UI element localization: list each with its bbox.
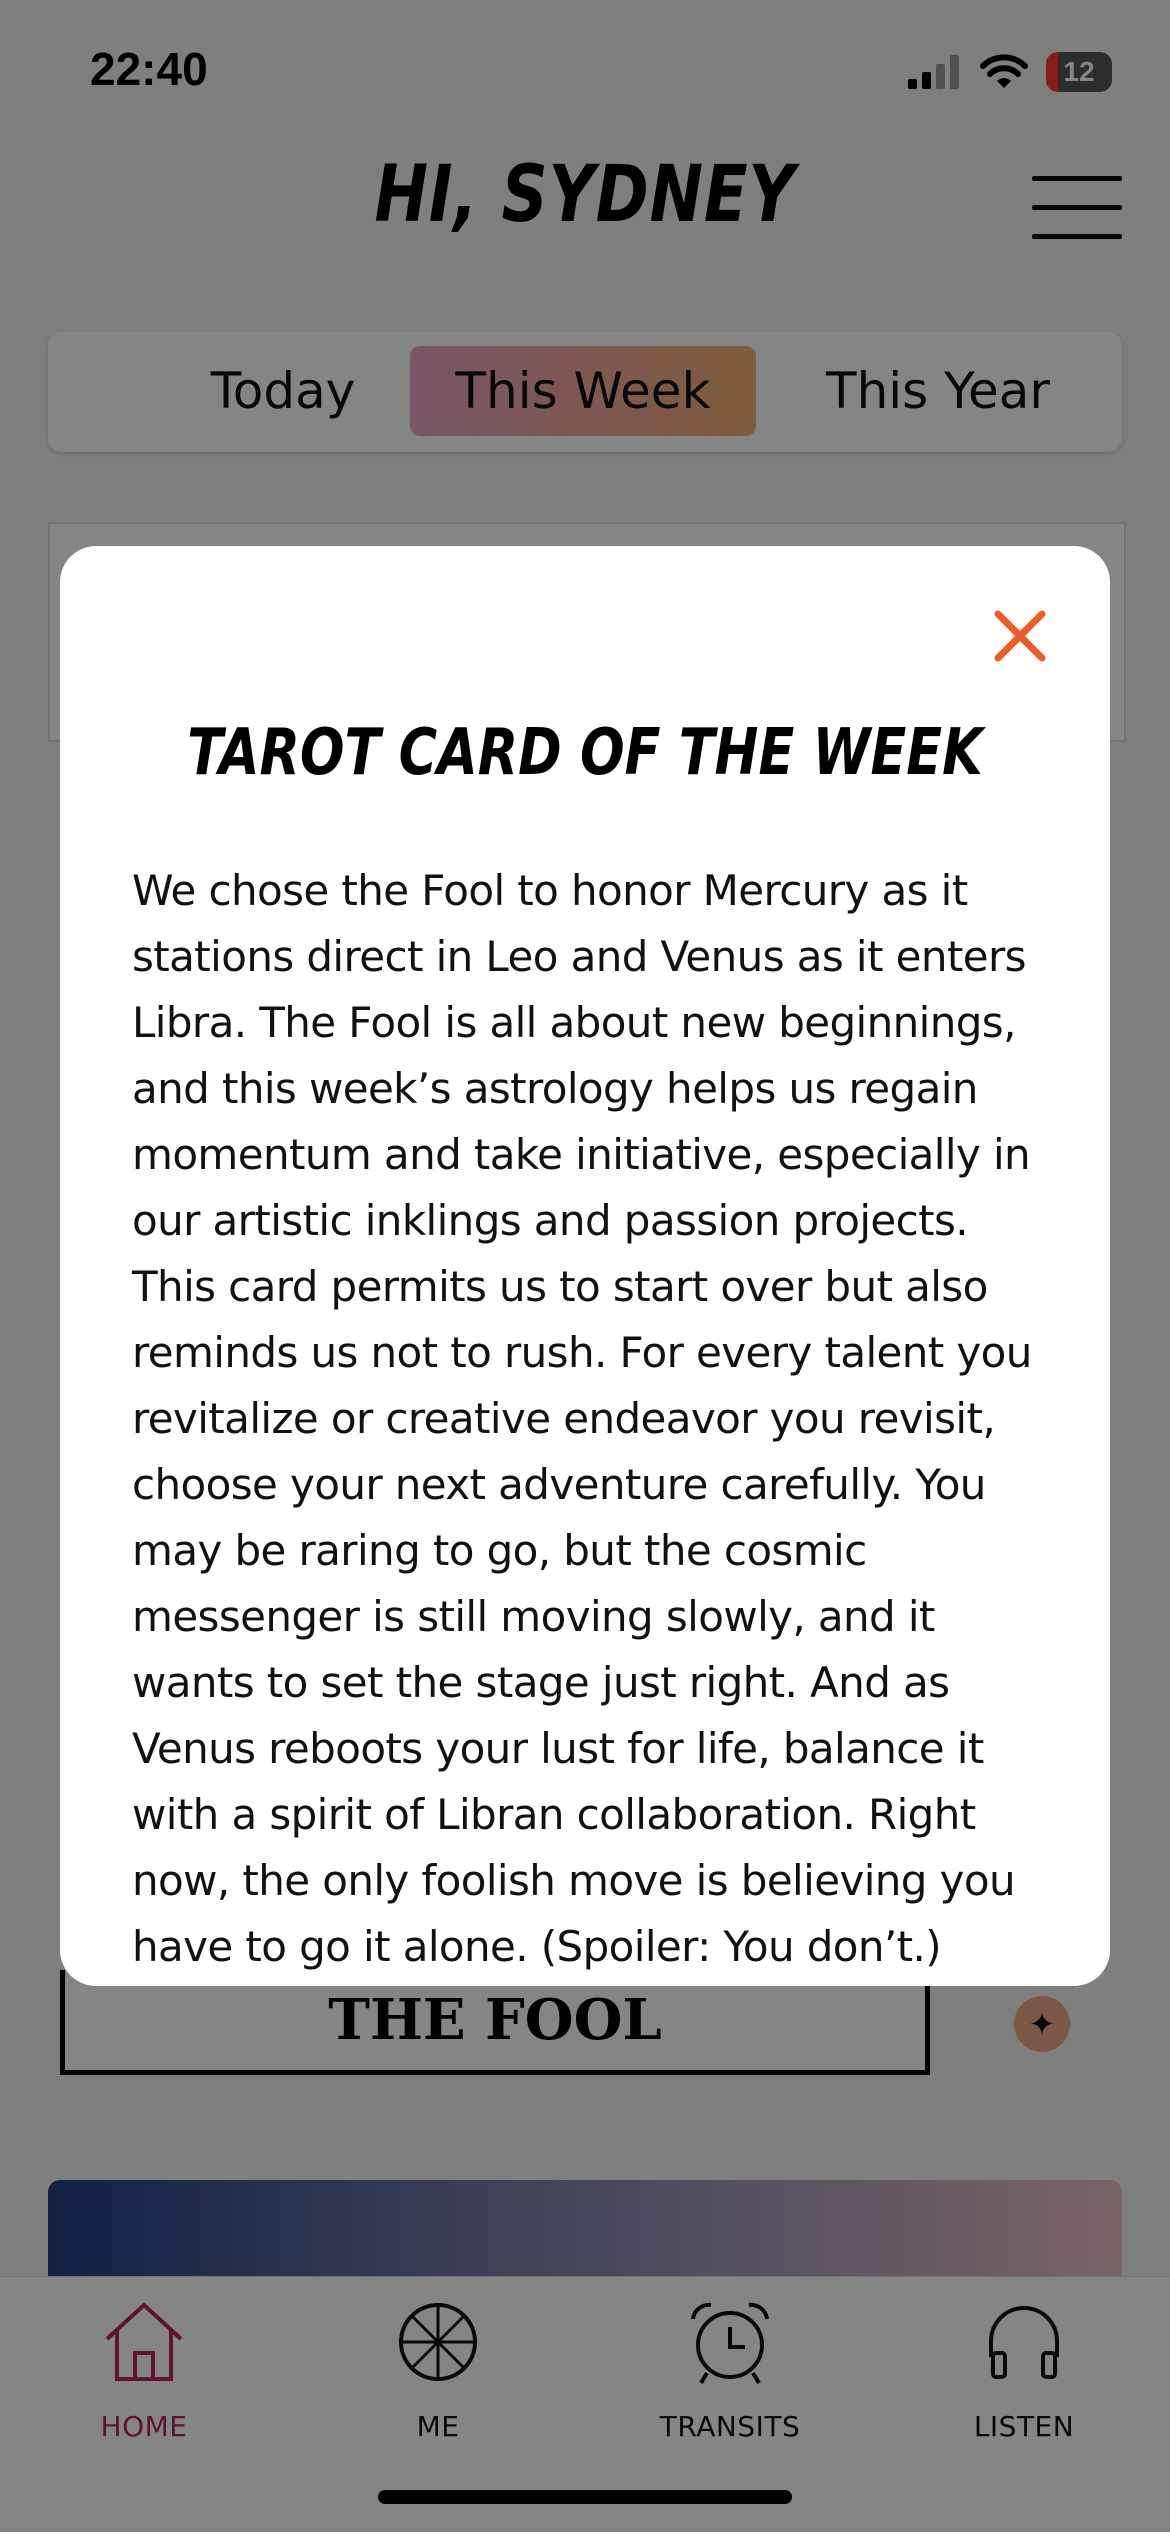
segment-this-year[interactable]: This Year (826, 362, 1050, 420)
status-time: 22:40 (90, 43, 208, 95)
sparkle-icon[interactable]: ✦ (1014, 1996, 1070, 2052)
modal-title: TAROT CARD OF THE WEEK (187, 716, 983, 790)
greeting-title: HI, SYDNEY (374, 150, 796, 240)
tab-listen-label: LISTEN (973, 2410, 1075, 2443)
tab-transits-label: TRANSITS (659, 2410, 801, 2443)
tarot-modal (60, 546, 1110, 1986)
tarot-card-name[interactable]: THE FOOL (60, 1970, 930, 2075)
battery-level: 12 (1063, 56, 1095, 87)
tab-me-label: ME (416, 2410, 460, 2443)
modal-body-text: We chose the Fool to honor Mercury as it stations direct in Leo and Venus as it enters Libra. The Fool is all about new beginnings, and this week’s astrology helps us regain momentum and take initiative, especially in our artistic inklings and passion projects. This card permits us to start over but also reminds us not to rush. For every talent you revitalize or creative endeavor you revisit, choose your next adventure carefully. You may be raring to go, but the cosmic messenger is still moving slowly, and it wants to set the stage just right. And as Venus reboots your lust for life, balance it with a spirit of Libran collaboration. Right now, the only foolish move is believing you have to go it alone. (Spoiler: You don’t.) (132, 866, 1032, 1971)
segment-today[interactable]: Today (210, 362, 356, 420)
segment-this-week[interactable]: This Week (410, 346, 756, 436)
tab-home-label: HOME (100, 2410, 188, 2443)
close-icon[interactable] (992, 608, 1048, 664)
